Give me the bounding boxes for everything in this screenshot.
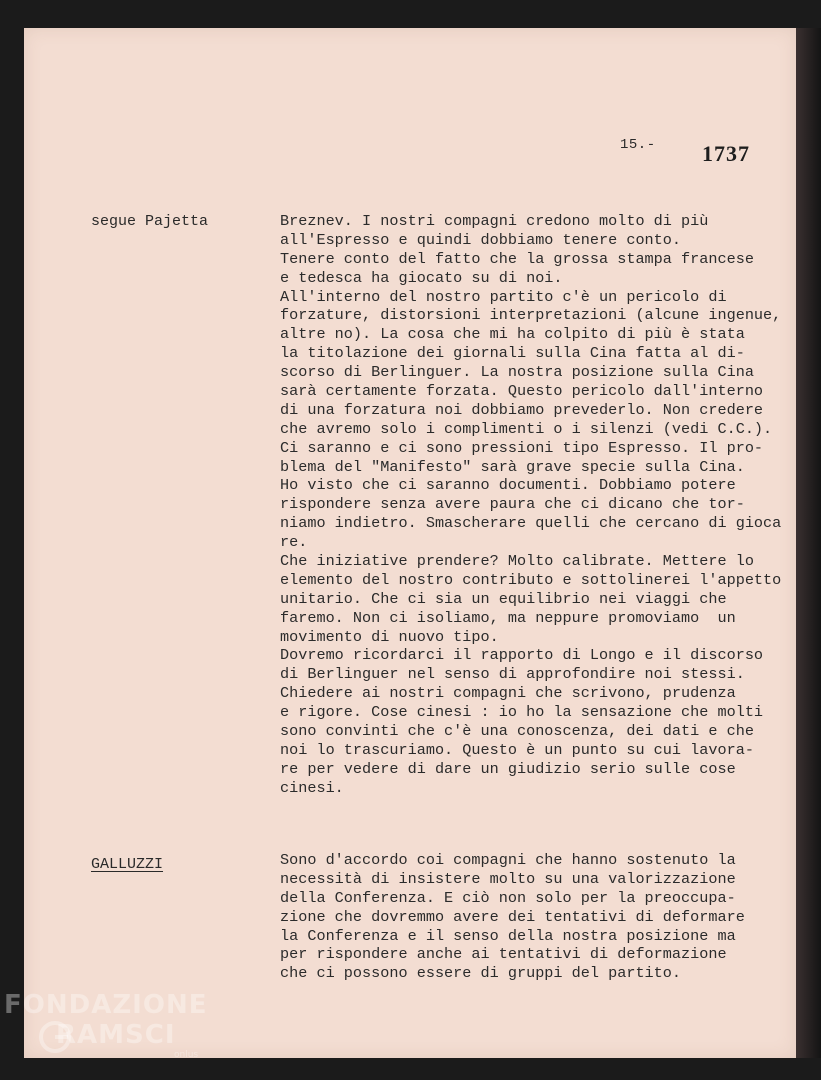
watermark-line1: FONDAZIONE [4, 990, 208, 1020]
watermark-line2: RAMSCI [56, 1020, 176, 1050]
paragraph-block [280, 212, 800, 798]
text-line: di Berlinguer nel senso di approfondire noi stessi. [280, 665, 745, 684]
text-line: re per vedere di dare un giudizio serio sulle cose [280, 759, 736, 778]
text-line: Ho visto che ci saranno documenti. Dobbiamo potere [280, 476, 736, 495]
text-line: blema del "Manifesto" sarà grave specie sulla Cina. [280, 457, 745, 476]
text-line: elemento del nostro contributo e sottolinerei l'appetto [280, 570, 782, 589]
text-line: di una forzatura noi dobbiamo prevederlo. Non credere [280, 400, 764, 419]
text-line: e tedesca ha giocato su di noi. [280, 268, 563, 287]
text-line: rispondere senza avere paura che ci dicano che tor- [280, 495, 745, 514]
text-line: re. [280, 533, 308, 552]
text-line: Sono d'accordo coi compagni che hanno sostenuto la [280, 851, 736, 869]
text-line: per rispondere anche ai tentativi di deformazione [280, 945, 727, 964]
paragraph-block [280, 851, 800, 983]
page-number-small: 15.- [620, 137, 656, 153]
text-line: faremo. Non ci isoliamo, ma neppure promoviamo un [280, 608, 736, 627]
text-line: niamo indietro. Smascherare quelli che cercano di gioca [280, 514, 782, 533]
text-line: cinesi. [280, 778, 344, 797]
text-line: della Conferenza. E ciò non solo per la preoccupa- [280, 888, 736, 907]
text-line: sono convinti che c'è una conoscenza, dei dati e che [280, 722, 754, 741]
text-line: Che iniziative prendere? Molto calibrate. Mettere lo [280, 552, 754, 571]
text-line: all'Espresso e quindi dobbiamo tenere conto. [280, 230, 682, 249]
text-line: unitario. Che ci sia un equilibrio nei viaggi che [280, 589, 727, 608]
fondazione-gramsci-watermark [4, 990, 214, 1075]
speaker-label: GALLUZZI [91, 856, 164, 873]
text-line: Tenere conto del fatto che la grossa stampa francese [280, 249, 754, 268]
text-line: scorso di Berlinguer. La nostra posizione sulla Cina [280, 363, 754, 382]
text-line: forzature, distorsioni interpretazioni (alcune ingenue, [280, 306, 782, 325]
text-line: Ci saranno e ci sono pressioni tipo Espresso. Il pro- [280, 438, 764, 457]
text-line: Chiedere ai nostri compagni che scrivono, prudenza [280, 684, 736, 703]
text-line: zione che dovremmo avere dei tentativi di deformare [280, 907, 745, 926]
text-line: Dovremo ricordarci il rapporto di Longo e il discorso [280, 646, 764, 665]
text-line: la Conferenza e il senso della nostra posizione ma [280, 926, 736, 945]
text-line: sarà certamente forzata. Questo pericolo dall'interno [280, 382, 764, 401]
text-line: noi lo trascuriamo. Questo è un punto su cui lavora- [280, 740, 754, 759]
page-number-stamp: 1737 [702, 141, 750, 166]
watermark-line3: onlus [174, 1050, 199, 1060]
text-line: che avremo solo i complimenti o i silenzi (vedi C.C.). [280, 419, 773, 438]
text-line: necessità di insistere molto su una valorizzazione [280, 869, 736, 888]
text-line: e rigore. Cose cinesi : io ho la sensazione che molti [280, 703, 764, 722]
text-line: movimento di nuovo tipo. [280, 627, 499, 646]
text-line: All'interno del nostro partito c'è un pericolo di [280, 287, 727, 306]
text-line: altre no). La cosa che mi ha colpito di più è stata [280, 325, 745, 344]
text-line: la titolazione dei giornali sulla Cina fatta al di- [280, 344, 745, 363]
speaker-label: segue Pajetta [91, 213, 209, 230]
text-line: Breznev. I nostri compagni credono molto di più [280, 212, 709, 230]
text-line: che ci possono essere di gruppi del partito. [280, 964, 682, 983]
